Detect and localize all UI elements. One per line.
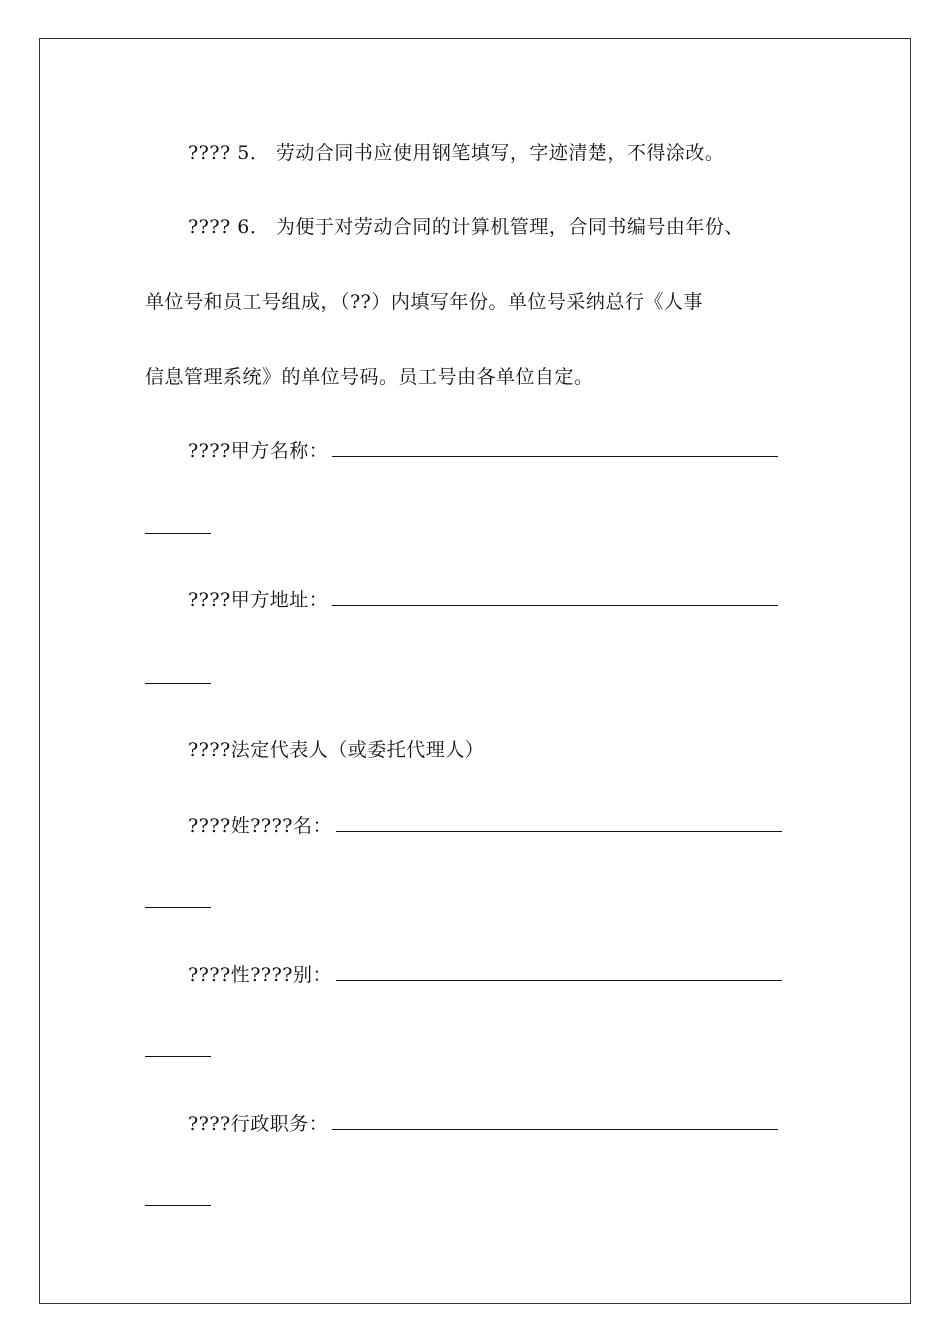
party-a-address-label: ????甲方地址： (188, 589, 329, 611)
paragraph-item-6-line-1: ???? 6． 为便于对劳动合同的计算机管理，合同书编号由年份、 (188, 216, 744, 238)
position-row (188, 1111, 778, 1137)
party-a-name-row (188, 438, 778, 464)
name-blank[interactable] (336, 813, 782, 832)
paragraph-item-5: ???? 5． 劳动合同书应使用钢笔填写，字迹清楚，不得涂改。 (188, 142, 725, 164)
paragraph-item-6-line-3: 信息管理系统》的单位号码。员工号由各单位自定。 (145, 366, 594, 388)
gender-label: ????性????别： (188, 964, 332, 986)
party-a-name-blank-continuation (145, 533, 211, 534)
legal-representative-heading: ????法定代表人（或委托代理人） (188, 739, 485, 761)
name-blank-continuation (145, 907, 211, 908)
position-blank-continuation (145, 1205, 211, 1206)
party-a-address-blank[interactable] (332, 587, 778, 606)
gender-row (188, 962, 782, 988)
party-a-address-row (188, 587, 778, 613)
paragraph-item-6-line-2: 单位号和员工号组成，（??）内填写年份。单位号采纳总行《人事 (145, 291, 703, 313)
party-a-address-blank-continuation (145, 683, 211, 684)
gender-blank[interactable] (336, 962, 782, 981)
name-label: ????姓????名： (188, 815, 332, 837)
position-label: ????行政职务： (188, 1113, 329, 1135)
position-blank[interactable] (332, 1111, 778, 1130)
party-a-name-blank[interactable] (332, 438, 778, 457)
name-row (188, 813, 782, 839)
party-a-name-label: ????甲方名称： (188, 440, 329, 462)
gender-blank-continuation (145, 1056, 211, 1057)
